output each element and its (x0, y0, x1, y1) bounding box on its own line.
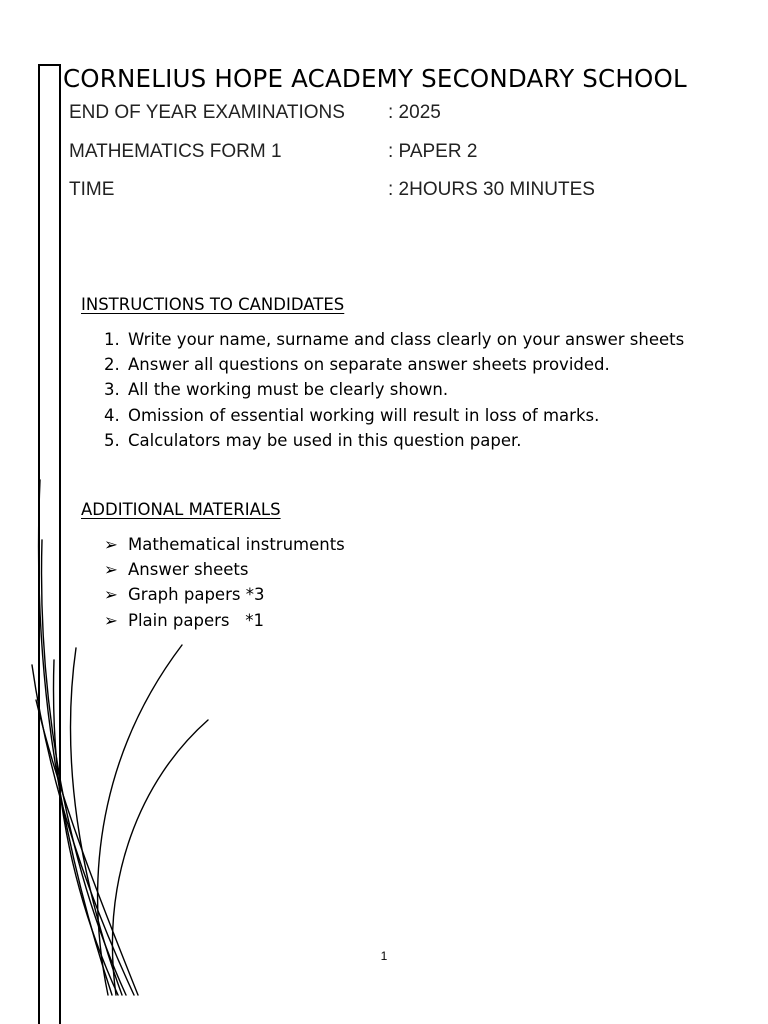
left-border-outer (38, 64, 40, 1024)
subject-label: MATHEMATICS FORM 1 (69, 141, 282, 162)
list-number: 2. (104, 355, 120, 375)
list-number: 4. (104, 405, 120, 425)
material-text: Graph papers *3 (128, 585, 265, 605)
list-number: 1. (104, 330, 120, 349)
exam-session-value: : 2025 (388, 102, 441, 123)
subject-row (69, 141, 719, 167)
time-value: : 2HOURS 30 MINUTES (388, 179, 595, 200)
exam-session-row (69, 102, 719, 128)
instruction-text: All the working must be clearly shown. (128, 380, 449, 400)
time-label: TIME (69, 179, 115, 200)
arrow-bullet-icon: ➢ (104, 560, 118, 580)
subject-value: : PAPER 2 (388, 141, 478, 162)
instruction-text: Write your name, surname and class clearly on your answer sheets (128, 330, 685, 349)
instruction-text: Calculators may be used in this question paper. (128, 430, 522, 450)
list-number: 5. (104, 430, 120, 450)
arrow-bullet-icon: ➢ (104, 535, 118, 554)
page-number: 1 (380, 949, 388, 963)
instruction-text: Omission of essential working will result in loss of marks. (128, 405, 600, 425)
material-text: Mathematical instruments (128, 535, 345, 554)
instructions-heading: INSTRUCTIONS TO CANDIDATES (81, 295, 345, 314)
material-text: Plain papers *1 (128, 610, 265, 630)
left-border-inner (59, 64, 61, 1024)
top-border-stub (38, 64, 61, 66)
school-name: CORNELIUS HOPE ACADEMY SECONDARY SCHOOL (63, 64, 687, 93)
instruction-text: Answer all questions on separate answer sheets provided. (128, 355, 610, 375)
exam-session-label: END OF YEAR EXAMINATIONS (69, 102, 345, 123)
list-number: 3. (104, 380, 120, 400)
material-text: Answer sheets (128, 560, 249, 580)
time-row (69, 179, 719, 205)
arrow-bullet-icon: ➢ (104, 585, 118, 605)
materials-heading: ADDITIONAL MATERIALS (81, 500, 281, 519)
arrow-bullet-icon: ➢ (104, 610, 118, 630)
